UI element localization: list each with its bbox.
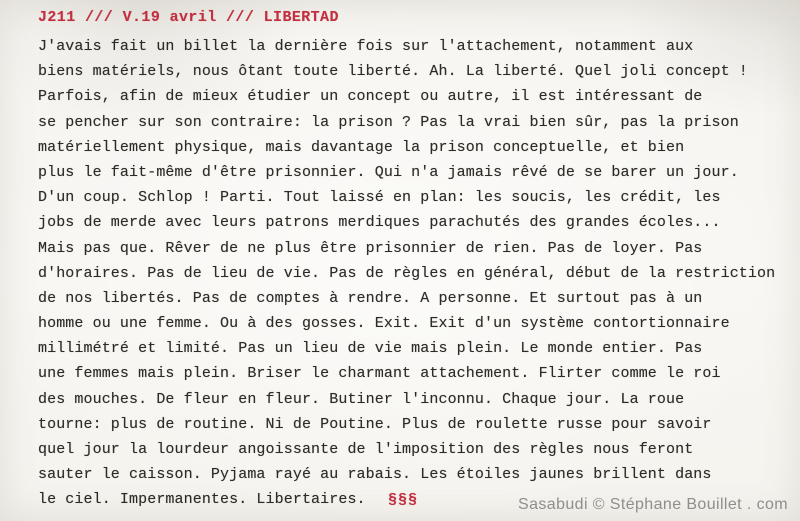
body-line: une femmes mais plein. Briser le charmant attachement. Flirter comme le roi: [38, 365, 721, 383]
body-line: de nos libertés. Pas de comptes à rendre. A personne. Et surtout pas à un: [38, 289, 703, 307]
post-header: J211 /// V.19 avril /// LIBERTAD: [38, 9, 339, 26]
body-line: millimétré et limité. Pas un lieu de vie mais plein. Le monde entier. Pas: [38, 340, 703, 358]
body-line: biens matériels, nous ôtant toute liberté. Ah. La liberté. Quel joli concept !: [38, 63, 748, 81]
body-line: jobs de merde avec leurs patrons merdiques parachutés des grandes écoles...: [38, 214, 721, 232]
body-line: J'avais fait un billet la dernière fois sur l'attachement, notamment aux: [38, 38, 694, 55]
body-line: se pencher sur son contraire: la prison ? Pas la vrai bien sûr, pas la prison: [38, 113, 739, 131]
section-end-mark: §§§: [388, 492, 419, 509]
body-line: d'horaires. Pas de lieu de vie. Pas de règles en général, début de la restriction: [38, 264, 776, 282]
body-line: tourne: plus de routine. Ni de Poutine. Plus de roulette russe pour savoir: [38, 415, 712, 433]
copyright-credit: Sasabudi © Stéphane Bouillet . com: [518, 496, 788, 513]
body-line: quel jour la lourdeur angoissante de l'imposition des règles nous feront: [38, 441, 694, 458]
body-line: des mouches. De fleur en fleur. Butiner l'inconnu. Chaque jour. La roue: [38, 390, 685, 408]
body-line: plus le fait-même d'être prisonnier. Qui n'a jamais rêvé de se barer un jour.: [38, 163, 739, 181]
body-line: le ciel. Impermanentes. Libertaires.: [38, 491, 366, 509]
body-line: homme ou une femme. Ou à des gosses. Exit. Exit d'un système contortionnaire: [38, 315, 730, 333]
body-text: [38, 34, 790, 513]
body-line: matériellement physique, mais davantage la prison conceptuelle, et bien: [38, 138, 685, 156]
body-line: sauter le caisson. Pyjama rayé au rabais. Les étoiles jaunes brillent dans: [38, 466, 712, 484]
body-line: Mais pas que. Rêver de ne plus être prisonnier de rien. Pas de loyer. Pas: [38, 239, 703, 257]
body-line: D'un coup. Schlop ! Parti. Tout laissé en plan: les soucis, les crédit, les: [38, 189, 721, 207]
body-line: Parfois, afin de mieux étudier un concept ou autre, il est intéressant de: [38, 88, 703, 106]
